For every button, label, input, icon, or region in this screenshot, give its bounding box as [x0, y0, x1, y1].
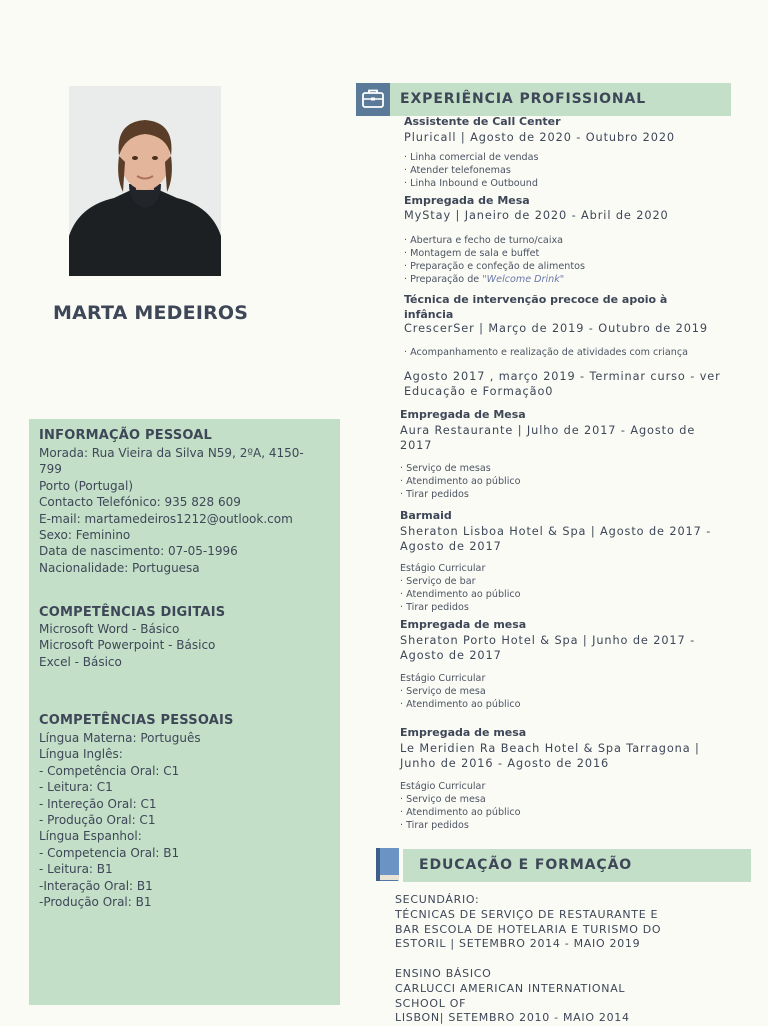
book-icon-graphic [373, 846, 403, 884]
personal-skill-line: Língua Inglês: [39, 747, 123, 762]
digital-skill-line: Microsoft Word - Básico [39, 622, 180, 636]
education-line: ESTORIL | SETEMBRO 2014 - MAIO 2019 [395, 937, 641, 951]
personal-info-line: Porto (Portugal) [39, 478, 134, 493]
personal-info-list [39, 445, 304, 576]
job-detail-line: · Abertura e fecho de turno/caixa [404, 235, 564, 246]
job-detail-line: · Serviço de bar [400, 576, 476, 587]
education-spacer [395, 952, 661, 967]
job-detail-line: · Serviço de mesa [400, 794, 486, 805]
digital-skills-list [39, 621, 215, 670]
job-detail-line: · Preparação e confeção de alimentos [404, 261, 585, 272]
personal-skill-line: -Produção Oral: B1 [39, 895, 152, 910]
welcome-drink-text: "Welcome Drink" [482, 274, 565, 285]
job-title: Empregada de mesa [400, 726, 527, 739]
job-detail-line: · Atendimento ao público [400, 699, 521, 710]
job-company: CrescerSer | Março de 2019 - Outubro de 2019 [404, 322, 708, 335]
job-detail-line: · Serviço de mesas [400, 463, 491, 474]
digital-skill-line: Microsoft Powerpoint - Básico [39, 638, 216, 653]
job-detail-line: · Tirar pedidos [400, 489, 469, 500]
job-details [400, 672, 521, 711]
job-company: Le Meridien Ra Beach Hotel & Spa Tarragona | Junho de 2016 - Agosto de 2016 [400, 742, 700, 770]
full-name: MARTA MEDEIROS [53, 302, 249, 324]
job-title: Empregada de Mesa [400, 408, 526, 421]
job-details [404, 346, 688, 359]
job-details [400, 780, 521, 832]
job-title: Barmaid [400, 509, 452, 522]
education-line: SCHOOL OF [395, 996, 467, 1010]
job-title: Empregada de mesa [400, 618, 527, 631]
job-detail-line: Estágio Curricular [400, 563, 486, 574]
education-line: ENSINO BÁSICO [395, 966, 492, 980]
job-details [400, 462, 521, 501]
personal-skill-line: - Competencia Oral: B1 [39, 845, 180, 860]
job-company: Pluricall | Agosto de 2020 - Outubro 2020 [404, 131, 676, 144]
job-detail-line: · Tirar pedidos [400, 820, 469, 831]
education-line: SECUNDÁRIO: [395, 893, 480, 906]
job-detail-line: · Atendimento ao público [400, 476, 521, 487]
personal-info-heading: INFORMAÇÃO PESSOAL [39, 428, 213, 443]
job-detail-line: · Acompanhamento e realização de atividades com criança [404, 347, 689, 358]
personal-skill-line: - Leitura: B1 [39, 862, 113, 877]
job-company: Sheraton Lisboa Hotel & Spa | Agosto de 2017 - Agosto de 2017 [400, 525, 712, 553]
job-title: Assistente de Call Center [404, 115, 561, 128]
personal-skill-line: Língua Materna: Português [39, 731, 201, 745]
job-detail-line: Estágio Curricular [400, 781, 486, 792]
job-detail-line: · Tirar pedidos [400, 602, 469, 613]
career-gap-note: Agosto 2017 , março 2019 - Terminar curso - ver Educação e Formação0 [404, 370, 721, 398]
education-list [395, 893, 661, 1026]
job-detail-line: · Montagem de sala e buffet [404, 248, 540, 259]
education-line: LISBON| SETEMBRO 2010 - MAIO 2014 [395, 1011, 630, 1025]
job-company: MyStay | Janeiro de 2020 - Abril de 2020 [404, 209, 669, 222]
profile-photo [69, 86, 221, 276]
briefcase-icon [356, 83, 390, 116]
personal-skill-line: -Interação Oral: B1 [39, 878, 153, 893]
personal-info-line: Data de nascimento: 07-05-1996 [39, 544, 238, 559]
job-detail-line: · Serviço de mesa [400, 686, 486, 697]
job-company: Aura Restaurante | Julho de 2017 - Agosto de 2017 [400, 424, 696, 452]
personal-info-line: E-mail: martamedeiros1212@outlook.com [39, 511, 293, 526]
education-line: TÉCNICAS DE SERVIÇO DE RESTAURANTE E [395, 907, 659, 921]
job-detail-line: · Linha comercial de vendas [404, 152, 539, 163]
job-details [404, 151, 539, 190]
personal-info-line: Contacto Telefónico: 935 828 609 [39, 495, 241, 510]
education-line: BAR ESCOLA DE HOTELARIA E TURISMO DO [395, 922, 662, 936]
education-heading: EDUCAÇÃO E FORMAÇÃO [419, 857, 633, 873]
personal-skill-line: - Intereção Oral: C1 [39, 796, 157, 811]
job-details [404, 234, 585, 286]
job-title: Técnica de intervenção precoce de apoio à infância [404, 293, 668, 321]
job-detail-prefix: · Preparação de [404, 274, 483, 285]
job-details [400, 562, 521, 614]
personal-info-line: Nacionalidade: Portuguesa [39, 560, 200, 575]
education-line: CARLUCCI AMERICAN INTERNATIONAL [395, 981, 626, 995]
personal-info-line: Morada: Rua Vieira da Silva N59, 2ºA, 4150- [39, 446, 304, 460]
experience-heading: EXPERIÊNCIA PROFISSIONAL [400, 91, 647, 107]
digital-skill-line: Excel - Básico [39, 654, 122, 669]
personal-skill-line: - Leitura: C1 [39, 780, 113, 795]
job-company: Sheraton Porto Hotel & Spa | Junho de 2017 - Agosto de 2017 [400, 634, 696, 662]
personal-info-line: Sexo: Feminino [39, 528, 131, 543]
personal-skills-heading: COMPETÊNCIAS PESSOAIS [39, 713, 234, 728]
briefcase-icon-box [356, 83, 390, 116]
book-icon [373, 846, 403, 884]
job-detail-line: · Atendimento ao público [400, 807, 521, 818]
person-photo-illustration [69, 86, 221, 276]
job-detail-line: · Atendimento ao público [400, 589, 521, 600]
personal-skill-line: - Competência Oral: C1 [39, 763, 180, 778]
digital-skills-heading: COMPETÊNCIAS DIGITAIS [39, 605, 226, 620]
job-detail-line: · Atender telefonemas [404, 165, 511, 176]
job-detail-line: Estágio Curricular [400, 673, 486, 684]
job-title: Empregada de Mesa [404, 194, 530, 207]
personal-skills-list [39, 730, 201, 910]
job-detail-line [404, 273, 585, 286]
personal-info-line: 799 [39, 462, 62, 477]
personal-skill-line: - Produção Oral: C1 [39, 813, 156, 828]
job-detail-line: · Linha Inbound e Outbound [404, 178, 538, 189]
personal-skill-line: Língua Espanhol: [39, 829, 142, 844]
